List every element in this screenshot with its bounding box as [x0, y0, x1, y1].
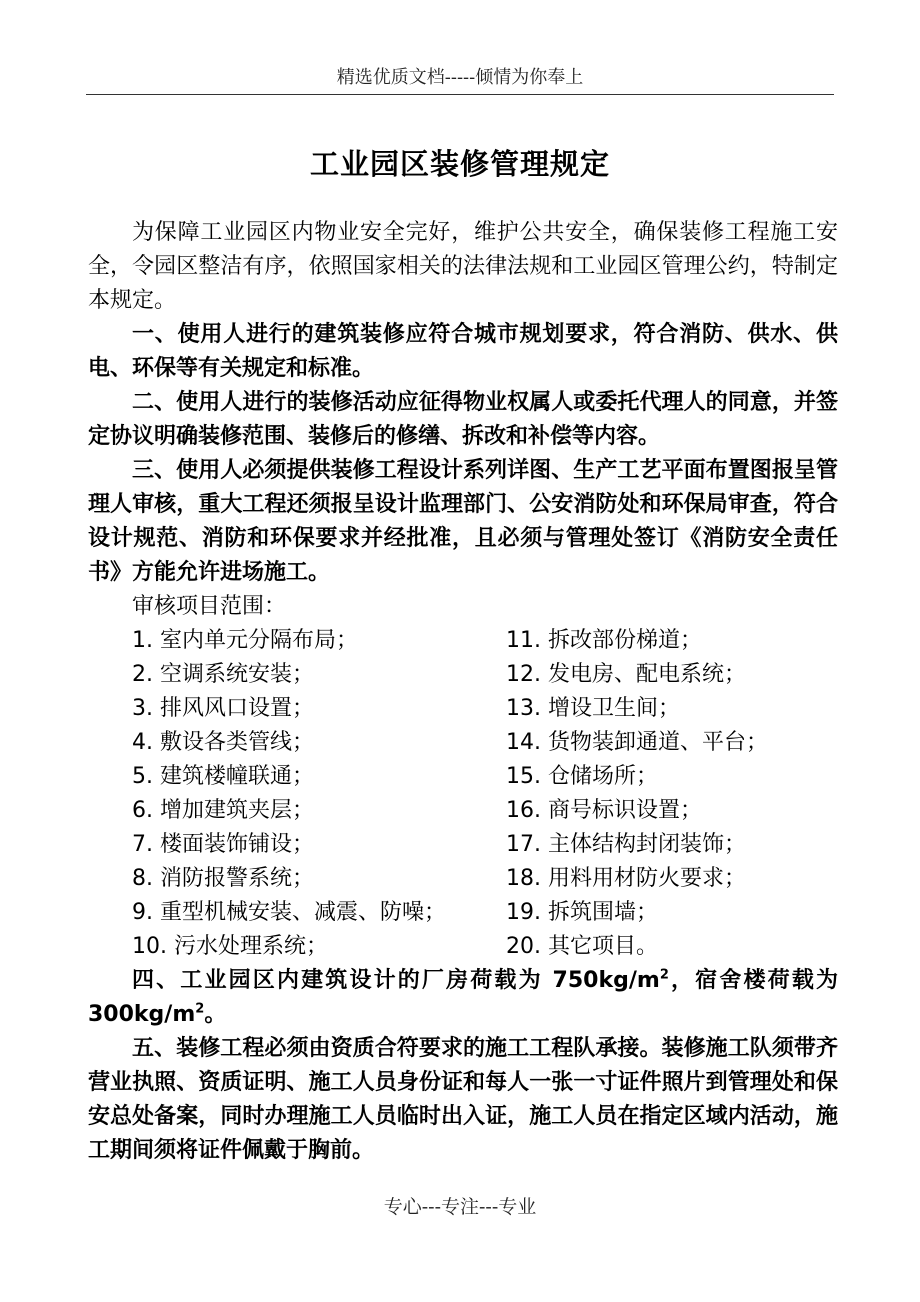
- scope-item: 10. 污水处理系统；: [132, 934, 328, 959]
- scope-item: 4. 敷设各类管线；: [132, 730, 314, 755]
- scope-item: 16. 商号标识设置；: [506, 798, 702, 823]
- document-title: 工业园区装修管理规定: [309, 147, 610, 181]
- clause-4-text-c: 。: [204, 1002, 227, 1027]
- scope-item: 13. 增设卫生间；: [506, 696, 680, 721]
- document-body: [88, 216, 838, 1168]
- scope-item: 7. 楼面装饰铺设；: [132, 832, 314, 857]
- scope-item: 18. 用料用材防火要求；: [506, 866, 746, 891]
- scope-item: 8. 消防报警系统；: [132, 866, 314, 891]
- scope-item: 19. 拆筑围墙；: [506, 900, 658, 925]
- clause-4: [88, 964, 838, 1032]
- clause-5: 五、装修工程必须由资质合符要求的施工工程队承接。装修施工队须带齐营业执照、资质证明、施工人员身份证和每人一张一寸证件照片到管理处和保安总处备案，同时办理施工人员临时出入证，施工人员在指定区域内活动，施工期间须将证件佩戴于胸前。: [88, 1036, 838, 1163]
- clause-4-text-b: ，宿舍楼荷载为 300kg/m: [88, 968, 838, 1027]
- superscript: 2: [195, 1001, 205, 1017]
- scope-item: 20. 其它项目。: [506, 934, 658, 959]
- page-footer: 专心---专注---专业: [383, 1196, 537, 1218]
- clause-2: 二、使用人进行的装修活动应征得物业权属人或委托代理人的同意，并签定协议明确装修范围、装修后的修缮、拆改和补偿等内容。: [88, 390, 838, 449]
- clause-1: 一、使用人进行的建筑装修应符合城市规划要求，符合消防、供水、供电、环保等有关规定和标准。: [88, 322, 838, 381]
- clause-3: 三、使用人必须提供装修工程设计系列详图、生产工艺平面布置图报呈管理人审核，重大工程还须报呈设计监理部门、公安消防处和环保局审查，符合设计规范、消防和环保要求并经批准，且必须与管理处签订《消防安全责任书》方能允许进场施工。: [88, 458, 838, 585]
- scope-item: 3. 排风风口设置；: [132, 696, 314, 721]
- scope-title: 审核项目范围：: [132, 594, 287, 619]
- intro-paragraph: 为保障工业园区内物业安全完好，维护公共安全，确保装修工程施工安全，令园区整洁有序，依照国家相关的法律法规和工业园区管理公约，特制定本规定。: [88, 220, 838, 313]
- scope-item: 2. 空调系统安装；: [132, 662, 314, 687]
- superscript: 2: [659, 967, 669, 983]
- page-header: 精选优质文档-----倾情为你奉上: [86, 62, 834, 95]
- scope-item: 6. 增加建筑夹层；: [132, 798, 314, 823]
- scope-item: 9. 重型机械安装、减震、防噪；: [132, 900, 446, 925]
- scope-item: 15. 仓储场所；: [506, 764, 658, 789]
- scope-item: 1. 室内单元分隔布局；: [132, 628, 358, 653]
- scope-item: 12. 发电房、配电系统；: [506, 662, 746, 687]
- scope-item: 17. 主体结构封闭装饰；: [506, 832, 746, 857]
- scope-list: [88, 624, 838, 964]
- scope-item: 5. 建筑楼幢联通；: [132, 764, 314, 789]
- scope-item: 14. 货物装卸通道、平台；: [506, 730, 768, 755]
- clause-4-text-a: 四、工业园区内建筑设计的厂房荷载为 750kg/m: [132, 968, 660, 993]
- scope-item: 11. 拆改部份梯道；: [506, 628, 702, 653]
